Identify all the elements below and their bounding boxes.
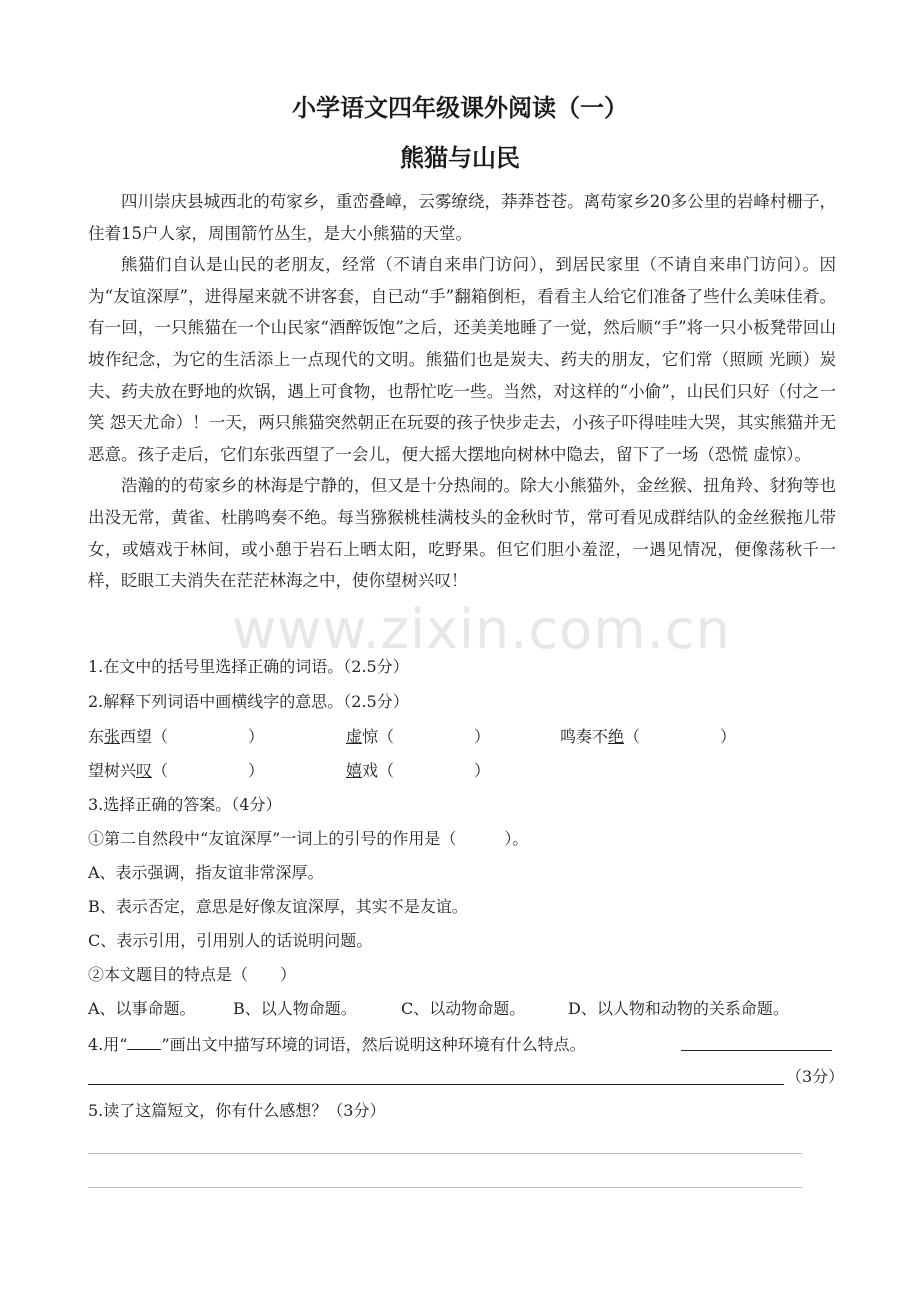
question-4-lead: 4.用“ bbox=[88, 1035, 128, 1054]
answer-parentheses[interactable]: （ ） bbox=[378, 761, 491, 780]
word-item-3 bbox=[560, 727, 736, 747]
word-item-5 bbox=[346, 761, 490, 781]
word-item-1 bbox=[88, 727, 264, 747]
underline-sample bbox=[127, 1033, 161, 1050]
word-pre: 望树兴 bbox=[88, 761, 137, 780]
reading-passage bbox=[88, 186, 836, 597]
question-3-part-1: ①第二自然段中“友谊深厚”一词上的引号的作用是（ ）。 bbox=[88, 829, 529, 848]
answer-line[interactable] bbox=[88, 1084, 784, 1085]
word-post: 惊 bbox=[362, 727, 379, 746]
option-b[interactable]: B、以人物命题。 bbox=[233, 999, 357, 1018]
answer-parentheses[interactable]: （ ） bbox=[378, 727, 491, 746]
answer-parentheses[interactable]: （ ） bbox=[152, 727, 265, 746]
question-1: 1.在文中的括号里选择正确的词语。（2.5分） bbox=[88, 657, 409, 676]
passage-paragraph-1: 四川崇庆县城西北的苟家乡，重峦叠嶂，云雾缭绕，莽莽苍苍。离苟家乡20多公里的岩峰村栅子，住着15户人家，周围箭竹丛生，是大小熊猫的天堂。 bbox=[88, 192, 836, 243]
word-underlined-char: 嬉 bbox=[346, 761, 363, 780]
word-pre: 东 bbox=[88, 727, 105, 746]
answer-line[interactable] bbox=[88, 1187, 802, 1188]
answer-line[interactable] bbox=[88, 1153, 802, 1154]
option-a[interactable]: A、以事命题。 bbox=[88, 999, 196, 1018]
question-3: 3.选择正确的答案。（4分） bbox=[88, 795, 282, 814]
word-underlined-char: 虚 bbox=[346, 727, 363, 746]
question-2: 2.解释下列词语中画横线字的意思。（2.5分） bbox=[88, 692, 409, 711]
article-title: 熊猫与山民 bbox=[400, 144, 520, 172]
option-d[interactable]: D、以人物和动物的关系命题。 bbox=[568, 999, 789, 1018]
word-item-2 bbox=[346, 727, 490, 747]
option-c[interactable]: C、表示引用，引用别人的话说明问题。 bbox=[88, 931, 373, 950]
passage-paragraph-2: 熊猫们自认是山民的老朋友，经常（不请自来串门访问），到居民家里（不请自来串门访问）。因为“友谊深厚”，进得屋来就不讲客套，自已动“手”翻箱倒柜，看看主人给它们准备了些什么美味佳肴。有一回，一只熊猫在一个山民家“酒醉饭饱”之后，还美美地睡了一觉，然后顺“手”将一只小板凳带回山坡作纪念，为它的生活添上一点现代的文明。熊猫们也是炭夫、药夫的朋友，它们常（照顾 光顾）炭夫、药夫放在野地的炊锅，遇上可食物，也帮忙吃一些。当然，对这样的“小偷”，山民们只好（付之一笑 怨天尤命）！一天，两只熊猫突然朝正在玩耍的孩子快步走去，小孩子吓得哇哇大哭，其实熊猫并无恶意。孩子走后，它们东张西望了一会儿，便大摇大摆地向树林中隐去，留下了一场（恐慌 虚惊）。 bbox=[88, 255, 836, 464]
question-4 bbox=[88, 1033, 586, 1055]
question-4-text: ”画出文中描写环境的词语，然后说明这种环境有什么特点。 bbox=[161, 1035, 586, 1054]
answer-line[interactable] bbox=[681, 1050, 832, 1051]
word-underlined-char: 叹 bbox=[136, 761, 153, 780]
word-pre: 鸣奏不 bbox=[560, 727, 609, 746]
answer-parentheses[interactable]: （ ） bbox=[624, 727, 737, 746]
word-item-4 bbox=[88, 761, 264, 781]
word-post: 西望 bbox=[120, 727, 153, 746]
option-b[interactable]: B、表示否定，意思是好像友谊深厚，其实不是友谊。 bbox=[88, 897, 468, 916]
word-underlined-char: 张 bbox=[104, 727, 121, 746]
word-underlined-char: 绝 bbox=[608, 727, 625, 746]
option-a[interactable]: A、表示强调，指友谊非常深厚。 bbox=[88, 863, 324, 882]
question-4-score: （3分） bbox=[786, 1067, 845, 1086]
question-5: 5.读了这篇短文，你有什么感想？（3分） bbox=[88, 1101, 386, 1120]
answer-parentheses[interactable]: （ ） bbox=[152, 761, 265, 780]
question-3-part-2: ②本文题目的特点是（ ） bbox=[88, 965, 297, 984]
word-post: 戏 bbox=[362, 761, 379, 780]
passage-paragraph-3: 浩瀚的的苟家乡的林海是宁静的，但又是十分热闹的。除大小熊猫外，金丝猴、扭角羚、豺狗等也出没无常，黄雀、杜鹃鸣奏不绝。每当猕猴桃桂满枝头的金秋时节，常可看见成群结队的金丝猴拖儿带女，或嬉戏于林间，或小憩于岩石上晒太阳，吃野果。但它们胆小羞涩，一遇见情况，便像荡秋千一样，眨眼工夫消失在茫茫林海之中，使你望树兴叹！ bbox=[88, 476, 836, 591]
watermark: www.zixin.com.cn bbox=[232, 598, 731, 661]
page-title: 小学语文四年级课外阅读（一） bbox=[292, 94, 628, 122]
option-c[interactable]: C、以动物命题。 bbox=[401, 999, 526, 1018]
